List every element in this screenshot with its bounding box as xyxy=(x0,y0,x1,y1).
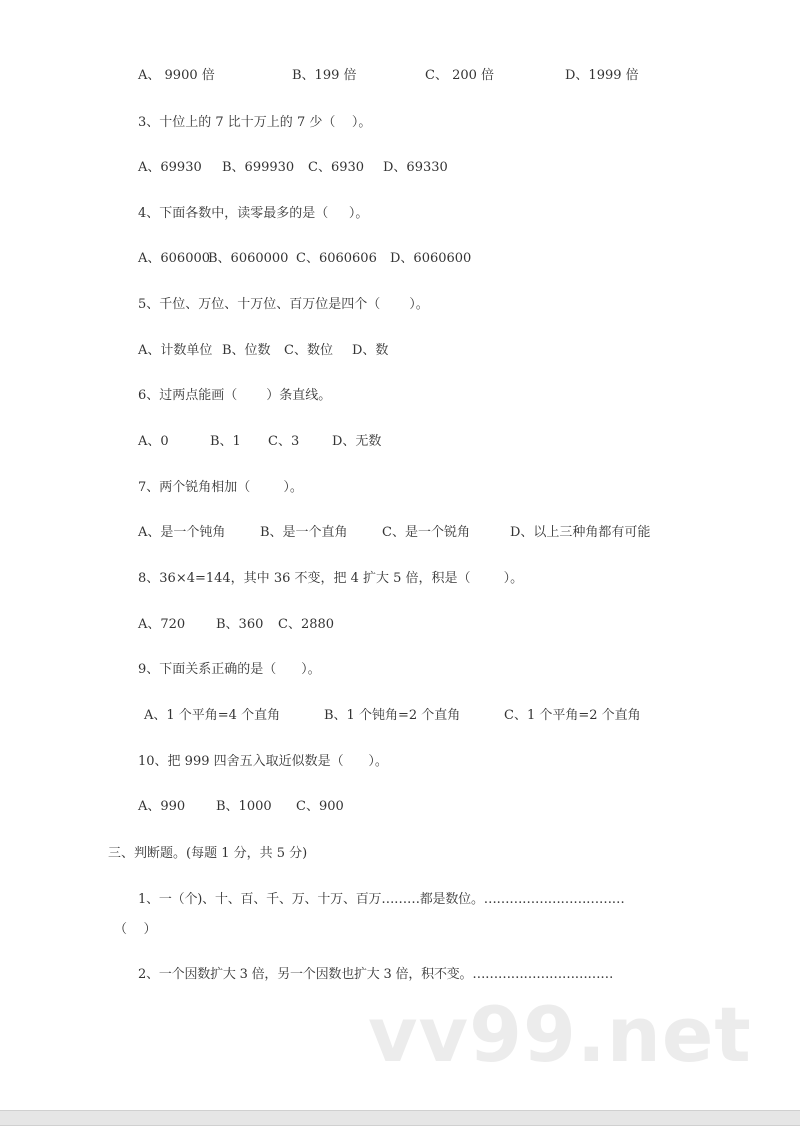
question-10: 10、把 999 四舍五入取近似数是（ ）。 xyxy=(138,754,388,769)
option-c: C、1 个平角=2 个直角 xyxy=(504,708,641,723)
option-b: B、6060000 xyxy=(208,251,289,266)
option-b: B、1 xyxy=(210,434,241,449)
option-d: D、69330 xyxy=(383,160,448,175)
option-a: A、计数单位 xyxy=(138,343,213,358)
option-c: C、2880 xyxy=(278,617,335,632)
page-separator xyxy=(0,1110,800,1126)
option-a: A、990 xyxy=(138,799,186,814)
option-d: D、以上三种角都有可能 xyxy=(510,525,651,540)
option-d: D、1999 倍 xyxy=(565,68,639,83)
option-c: C、900 xyxy=(296,799,344,814)
option-b: B、是一个直角 xyxy=(260,525,348,540)
question-3: 3、十位上的 7 比十万上的 7 少（ ）。 xyxy=(138,115,372,130)
answer-blank: （ ） xyxy=(114,922,157,937)
option-b: B、199 倍 xyxy=(292,68,357,83)
option-a: A、是一个钝角 xyxy=(138,525,226,540)
judge-item-2: 2、一个因数扩大 3 倍，另一个因数也扩大 3 倍，积不变。…………………………… xyxy=(138,967,614,982)
option-c: C、 200 倍 xyxy=(425,68,495,83)
option-a: A、0 xyxy=(138,434,169,449)
option-b: B、699930 xyxy=(222,160,295,175)
option-d: D、无数 xyxy=(332,434,382,449)
option-a: A、606000 xyxy=(138,251,211,266)
option-c: C、6060606 xyxy=(296,251,377,266)
judge-item-1: 1、一（个)、十、百、千、万、十万、百万………都是数位。…………………………… xyxy=(138,892,625,907)
option-c: C、是一个锐角 xyxy=(382,525,470,540)
option-b: B、360 xyxy=(216,617,264,632)
watermark: vv99.net xyxy=(368,990,752,1079)
option-d: D、6060600 xyxy=(390,251,472,266)
option-b: B、1000 xyxy=(216,799,272,814)
question-4: 4、下面各数中，读零最多的是（ ）。 xyxy=(138,206,369,221)
option-a: A、720 xyxy=(138,617,186,632)
question-7: 7、两个锐角相加（ ）。 xyxy=(138,480,303,495)
question-8: 8、36×4=144，其中 36 不变，把 4 扩大 5 倍，积是（ ）。 xyxy=(138,571,524,586)
option-c: C、6930 xyxy=(308,160,365,175)
option-a: A、69930 xyxy=(138,160,202,175)
option-b: B、1 个钝角=2 个直角 xyxy=(324,708,461,723)
question-9: 9、下面关系正确的是（ ）。 xyxy=(138,662,321,677)
question-6: 6、过两点能画（ ）条直线。 xyxy=(138,388,332,403)
section-title: 三、判断题。(每题 1 分，共 5 分) xyxy=(108,846,308,861)
option-b: B、位数 xyxy=(222,343,271,358)
option-d: D、数 xyxy=(352,343,389,358)
option-a: A、 9900 倍 xyxy=(138,68,215,83)
option-c: C、数位 xyxy=(284,343,333,358)
question-5: 5、千位、万位、十万位、百万位是四个（ ）。 xyxy=(138,297,429,312)
option-a: A、1 个平角=4 个直角 xyxy=(144,708,281,723)
option-c: C、3 xyxy=(268,434,300,449)
